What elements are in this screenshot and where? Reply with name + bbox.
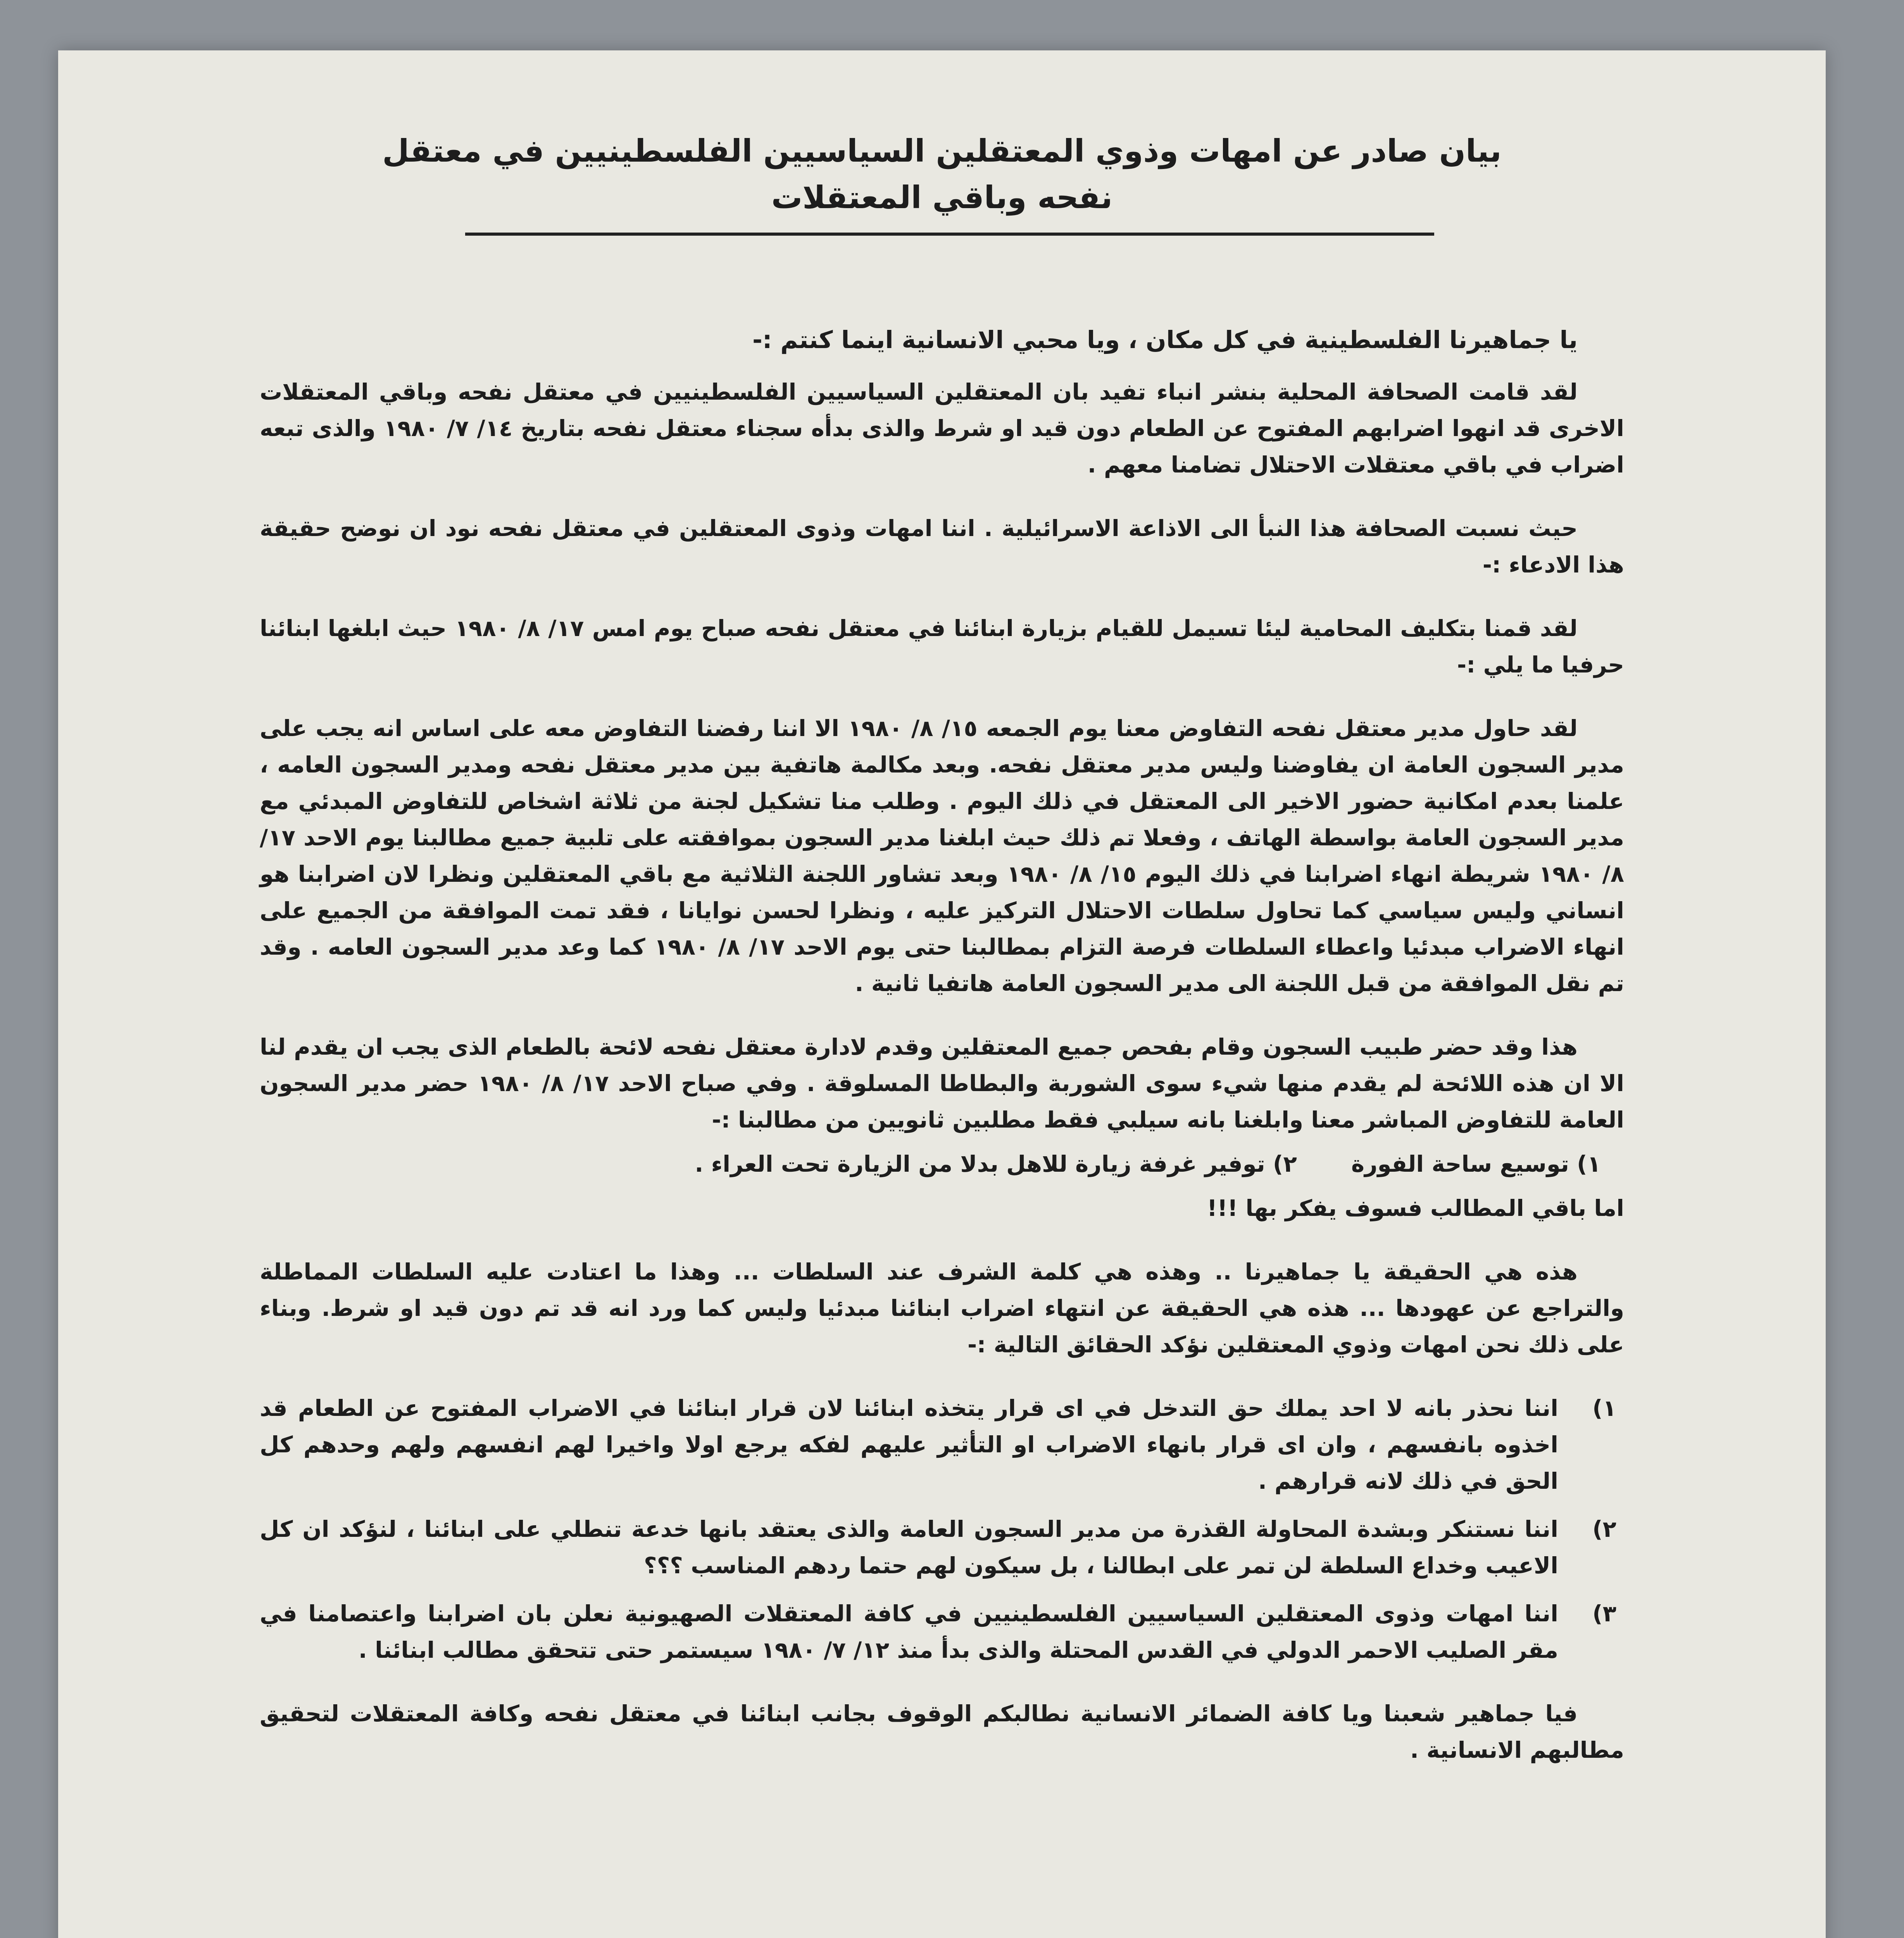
paragraph-4: لقد حاول مدير معتقل نفحه التفاوض معنا يوم الجمعه ١٥/ ٨/ ١٩٨٠ الا اننا رفضنا التفاوض معه على اساس انه يجب على مدير السجون العامة ان يفاوضنا وليس مدير معتقل نفحه. وبعد مكالمة هاتفية بين مدير معتقل نفحه ومدير السجون العامه ، علمنا بعدم امكانية حضور الاخير الى المعتقل في ذلك اليوم . وطلب منا تشكيل لجنة من ثلاثة اشخاص للتفاوض المبدئي مع مدير السجون العامة بواسطة الهاتف ، وفعلا تم ذلك حيث ابلغنا مدير السجون بموافقته على تلبية جميع مطالبنا يوم الاحد ١٧/ ٨/ ١٩٨٠ شريطة انهاء اضرابنا في ذلك اليوم ١٥/ ٨/ ١٩٨٠ وبعد تشاور اللجنة الثلاثية مع باقي المعتقلين ونظرا لان اضرابنا هو انساني وليس سياسي كما تحاول سلطات الاحتلال التركيز عليه ، ونظرا لحسن نوايانا ، فقد تمت الموافقة من الجميع على انهاء الاضراب مبدئيا واعطاء السلطات فرصة التزام بمطالبنا حتى يوم الاحد ١٧/ ٨/ ١٩٨٠ كما وعد مدير السجون العامه . وقد تم نقل الموافقة من قبل اللجنة الى مدير السجون العامة هاتفيا ثانية . xyxy=(260,715,1624,997)
list-item xyxy=(260,1595,1624,1668)
paragraph-3: لقد قمنا بتكليف المحامية ليئا تسيمل للقيام بزيارة ابنائنا في معتقل نفحه صباح يوم امس ١٧/ ٨/ ١٩٨٠ حيث ابلغها ابنائنا حرفيا ما يلي :- xyxy=(260,615,1624,678)
list-item xyxy=(260,1511,1624,1584)
document-page xyxy=(58,50,1826,1938)
demand-item: ٢) توفير غرفة زيارة للاهل بدلا من الزيارة تحت العراء . xyxy=(695,1151,1297,1177)
paragraph-1: لقد قامت الصحافة المحلية بنشر انباء تفيد بان المعتقلين السياسيين الفلسطينيين في معتقل نفحه وباقي المعتقلات الاخرى قد انهوا اضرابهم المفتوح عن الطعام دون قيد او شرط والذى بدأه سجناء معتقل نفحه بتاريخ ١٤/ ٧/ ١٩٨٠ والذى تبعه اضراب في باقي معتقلات الاحتلال تضامنا معهم . xyxy=(260,379,1624,478)
title-line-2: نفحه وباقي المعتقلات xyxy=(771,179,1113,216)
demands-list xyxy=(260,1146,1601,1182)
point-text: اننا نحذر بانه لا احد يملك حق التدخل في اى قرار يتخذه ابنائنا لان قرار ابنائنا في الاضراب المفتوح عن الطعام قد اخذوه بانفسهم ، وان اى قرار بانهاء الاضراب او التأثير عليهم لفكه يرجع اولا واخيرا لهم انفسهم ولهم وحدهم كل الحق في ذلك لانه قرارهم . xyxy=(260,1395,1558,1494)
truth-paragraph: هذه هي الحقيقة يا جماهيرنا .. وهذه هي كلمة الشرف عند السلطات ... وهذا ما اعتادت عليه السلطات المماطلة والتراجع عن عهودها ... هذه هي الحقيقة عن انتهاء اضراب ابنائنا مبدئيا وليس كما ورد انه قد تم دون قيد او شرط. وبناء على ذلك نحن امهات وذوي المعتقلين نؤكد الحقائق التالية :- xyxy=(260,1259,1624,1358)
point-number: ٣) xyxy=(1592,1600,1616,1627)
numbered-points xyxy=(260,1390,1624,1668)
point-number: ٢) xyxy=(1592,1516,1616,1542)
demands-closing: اما باقي المطالب فسوف يفكر بها !!! xyxy=(1207,1195,1624,1221)
document-title xyxy=(58,128,1826,221)
paragraph-5: هذا وقد حضر طبيب السجون وقام بفحص جميع المعتقلين وقدم لادارة معتقل نفحه لائحة بالطعام الذى يجب ان يقدم لنا الا ان هذه اللائحة لم يقدم منها شيء سوى الشوربة والبطاطا المسلوقة . وفي صباح الاحد ١٧/ ٨/ ١٩٨٠ حضر مدير السجون العامة للتفاوض المباشر معنا وابلغنا بانه سيلبي فقط مطلبين ثانويين من مطالبنا :- xyxy=(260,1034,1624,1133)
demand-item: ١) توسيع ساحة الفورة xyxy=(1351,1151,1601,1177)
point-text: اننا نستنكر وبشدة المحاولة القذرة من مدير السجون العامة والذى يعتقد بانها خدعة تنطلي على ابنائنا ، لنؤكد ان كل الاعيب وخداع السلطة لن تمر على ابطالنا ، بل سيكون لهم حتما ردهم المناسب ؟؟؟ xyxy=(260,1516,1558,1579)
appeal-paragraph: فيا جماهير شعبنا ويا كافة الضمائر الانسانية نطالبكم الوقوف بجانب ابنائنا في معتقل نفحه وكافة المعتقلات لتحقيق مطالبهم الانسانية . xyxy=(260,1700,1624,1763)
paragraph-2: حيث نسبت الصحافة هذا النبأ الى الاذاعة الاسرائيلية . اننا امهات وذوى المعتقلين في معتقل نفحه نود ان نوضح حقيقة هذا الادعاء :- xyxy=(260,515,1624,578)
salutation: يا جماهيرنا الفلسطينية في كل مكان ، ويا محبي الانسانية اينما كنتم :- xyxy=(752,326,1578,354)
title-underline xyxy=(465,233,1434,236)
point-number: ١) xyxy=(1592,1395,1616,1421)
point-text: اننا امهات وذوى المعتقلين السياسيين الفلسطينيين في كافة المعتقلات الصهيونية نعلن بان اضرابنا واعتصامنا في مقر الصليب الاحمر الدولي في القدس المحتلة والذى بدأ منذ ١٢/ ٧/ ١٩٨٠ سيستمر حتى تتحقق مطالب ابنائنا . xyxy=(260,1600,1558,1663)
list-item xyxy=(260,1390,1624,1499)
title-line-1: بيان صادر عن امهات وذوي المعتقلين السياسيين الفلسطينيين في معتقل xyxy=(382,133,1502,169)
document-body xyxy=(260,322,1624,1795)
